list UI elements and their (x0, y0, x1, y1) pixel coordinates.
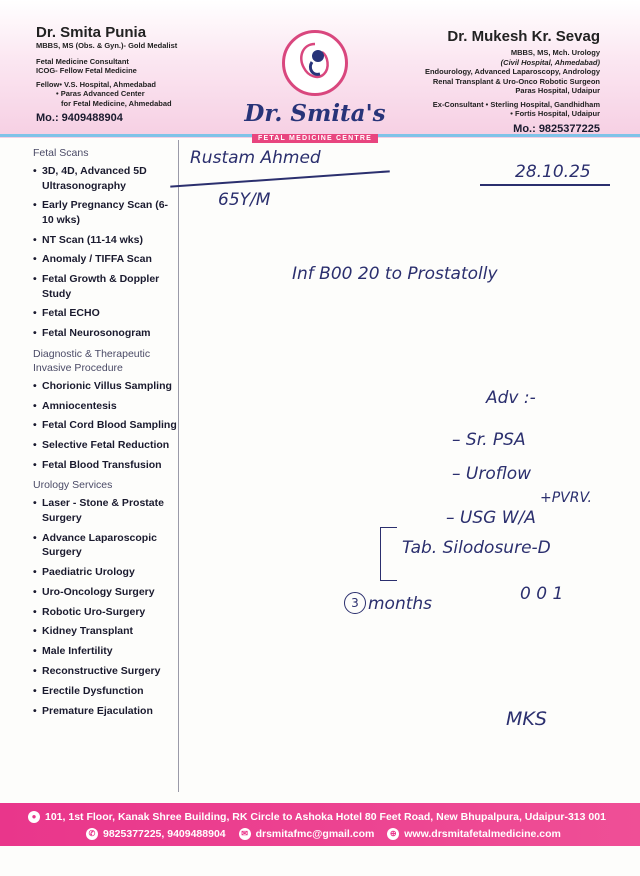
left-doctor-role: Fetal Medicine Consultant (36, 56, 129, 66)
duration-number: 3 (344, 592, 366, 614)
footer-bar (0, 803, 640, 846)
service-item: • NT Scan (11-14 wks) (28, 233, 178, 248)
service-item: • Selective Fetal Reduction (28, 438, 178, 453)
complaint: Inf B00 20 to Prostatolly (292, 264, 498, 284)
advice-heading: Adv :- (486, 388, 536, 408)
right-doctor-block (340, 28, 600, 135)
right-doctor-spec1: Endourology, Advanced Laparoscopy, Andrology (424, 67, 600, 76)
service-item: • Chorionic Villus Sampling (28, 379, 178, 394)
service-item: • Fetal Cord Blood Sampling (28, 418, 178, 433)
service-item: • Early Pregnancy Scan (6-10 wks) (28, 198, 178, 227)
service-item: • Uro-Oncology Surgery (28, 585, 178, 600)
patient-name: Rustam Ahmed (190, 148, 321, 168)
email-icon: ✉ (239, 828, 251, 840)
footer-email[interactable]: drsmitafmc@gmail.com (255, 828, 375, 840)
advice-item: – Uroflow (452, 464, 532, 484)
right-doctor-excon2: • Fortis Hospital, Udaipur (510, 109, 600, 118)
dose: 0 0 1 (520, 584, 564, 604)
urology-heading: Urology Services (33, 479, 113, 492)
age-sex: 65Y/M (218, 190, 271, 210)
service-item: • Reconstructive Surgery (28, 664, 178, 679)
right-doctor-mobile: Mo.: 9825377225 (513, 122, 600, 135)
left-doctor-mobile: Mo.: 9409488904 (36, 112, 123, 124)
service-item: • Paediatric Urology (28, 565, 178, 580)
advice-item: – Sr. PSA (452, 430, 526, 450)
service-item: • Fetal Growth & Doppler Study (28, 272, 178, 301)
footer-contact-row (86, 828, 561, 840)
service-item: • Advance Laparoscopic Surgery (28, 531, 178, 560)
diagnostic-heading: Diagnostic & Therapeutic Invasive Procedure (33, 347, 151, 374)
right-doctor-spec2: Renal Transplant & Uro-Onco Robotic Surgeon (432, 76, 600, 86)
service-item: • Laser - Stone & Prostate Surgery (28, 496, 178, 525)
service-item: • Erectile Dysfunction (28, 684, 178, 699)
service-item: • Anomaly / TIFFA Scan (28, 252, 178, 267)
service-item: • Fetal ECHO (28, 306, 178, 321)
service-item: • Male Infertility (28, 644, 178, 659)
advice-item: +PVRV. (540, 490, 592, 506)
right-doctor-spec3: Paras Hospital, Udaipur (515, 86, 600, 95)
date-underline (480, 184, 610, 186)
service-item: • Premature Ejaculation (28, 704, 178, 719)
service-item: • Fetal Blood Transfusion (28, 458, 178, 473)
underline (170, 170, 390, 187)
clinic-name: Dr. Smita's (244, 100, 386, 127)
service-item: • 3D, 4D, Advanced 5D Ultrasonography (28, 164, 178, 193)
globe-icon: ⊕ (387, 828, 399, 840)
location-pin-icon: ● (28, 811, 40, 823)
fetus-logo-icon (282, 30, 348, 96)
right-doctor-hospital: (Civil Hospital, Ahmedabad) (500, 57, 600, 67)
left-doctor-role2: ICOG- Fellow Fetal Medicine (36, 66, 137, 75)
medicine: Tab. Silodosure-D (402, 538, 551, 558)
medicine-bracket (380, 527, 397, 581)
right-doctor-name: Dr. Mukesh Kr. Sevag (447, 28, 600, 45)
fetal-scans-heading: Fetal Scans (33, 147, 89, 159)
left-doctor-fellow: Fellow• V.S. Hospital, Ahmedabad (36, 79, 157, 89)
footer-website[interactable]: www.drsmitafetalmedicine.com (404, 828, 561, 840)
clinic-subtitle: FETAL MEDICINE CENTRE (252, 134, 378, 143)
doctor-signature: MKS (506, 708, 547, 730)
right-doctor-excon1: Ex-Consultant • Sterling Hospital, Gandhidham (432, 99, 600, 109)
phone-icon: ✆ (86, 828, 98, 840)
footer-address: 101, 1st Floor, Kanak Shree Building, RK Circle to Ashoka Hotel 80 Feet Road, New Bhupalpura, Udaipur-313 001 (45, 811, 606, 823)
service-item: • Kidney Transplant (28, 624, 178, 639)
footer-address-row (28, 811, 606, 823)
left-doctor-block (36, 24, 236, 124)
right-doctor-degree: MBBS, MS, Mch. Urology (510, 48, 600, 57)
footer-phones: 9825377225, 9409488904 (103, 828, 226, 840)
service-item: • Robotic Uro-Surgery (28, 605, 178, 620)
service-item: • Amniocentesis (28, 399, 178, 414)
prescription-date: 28.10.25 (515, 162, 591, 182)
service-item: • Fetal Neurosonogram (28, 326, 178, 341)
left-doctor-fellow2: • Paras Advanced Center (56, 89, 145, 98)
left-doctor-fellow3: for Fetal Medicine, Ahmedabad (61, 98, 172, 108)
left-doctor-name: Dr. Smita Punia (36, 24, 147, 41)
left-doctor-degree: MBBS, MS (Obs. & Gyn.)- Gold Medalist (36, 41, 178, 50)
advice-item: – USG W/A (446, 508, 536, 528)
sidebar-divider (178, 140, 179, 792)
services-sidebar (28, 140, 178, 723)
duration: months (368, 594, 433, 614)
